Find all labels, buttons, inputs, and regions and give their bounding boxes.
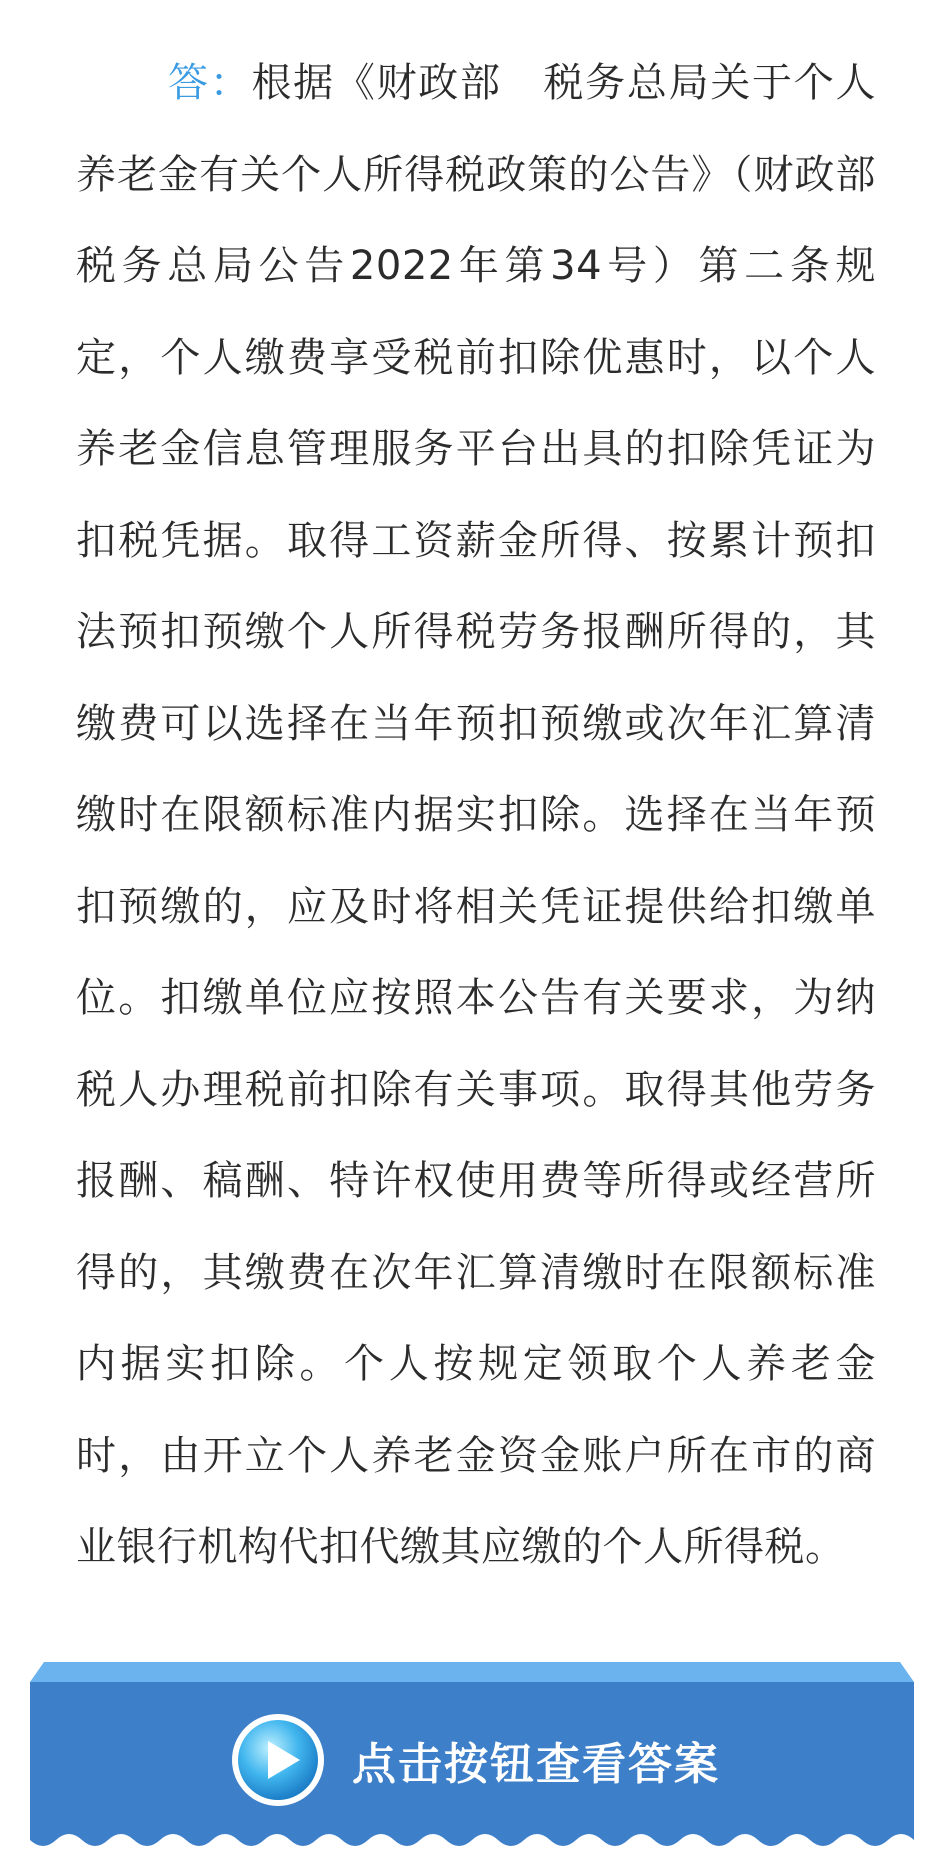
answer-paragraph bbox=[76, 38, 917, 1594]
play-icon bbox=[230, 1712, 326, 1808]
view-answer-label: 点击按钮查看答案 bbox=[352, 1739, 720, 1790]
view-answer-banner bbox=[30, 1662, 914, 1855]
answer-text: 根据《财政部 税务总局关于个人养老金有关个人所得税政策的公告》（财政部 税务总局公告2022年第34号）第二条规定，个人缴费享受税前扣除优惠时，以个人养老金信息管理服务平台出具的扣除凭证为扣税凭据。取得工资薪金所得、按累计预扣法预扣预缴个人所得税劳务报酬所得的，其缴费可以选择在当年预扣预缴或次年汇算清缴时在限额标准内据实扣除。选择在当年预扣预缴的，应及时将相关凭证提供给扣缴单位。扣缴单位应按照本公告有关要求，为纳税人办理税前扣除有关事项。取得其他劳务报酬、稿酬、特许权使用费等所得或经营所得的，其缴费在次年汇算清缴时在限额标准内据实扣除。个人按规定领取个人养老金时，由开立个人养老金资金账户所在市的商业银行机构代扣代缴其应缴的个人所得税。 bbox=[76, 60, 917, 1570]
view-answer-button[interactable] bbox=[230, 1710, 720, 1810]
answer-prefix: 答： bbox=[168, 60, 252, 106]
